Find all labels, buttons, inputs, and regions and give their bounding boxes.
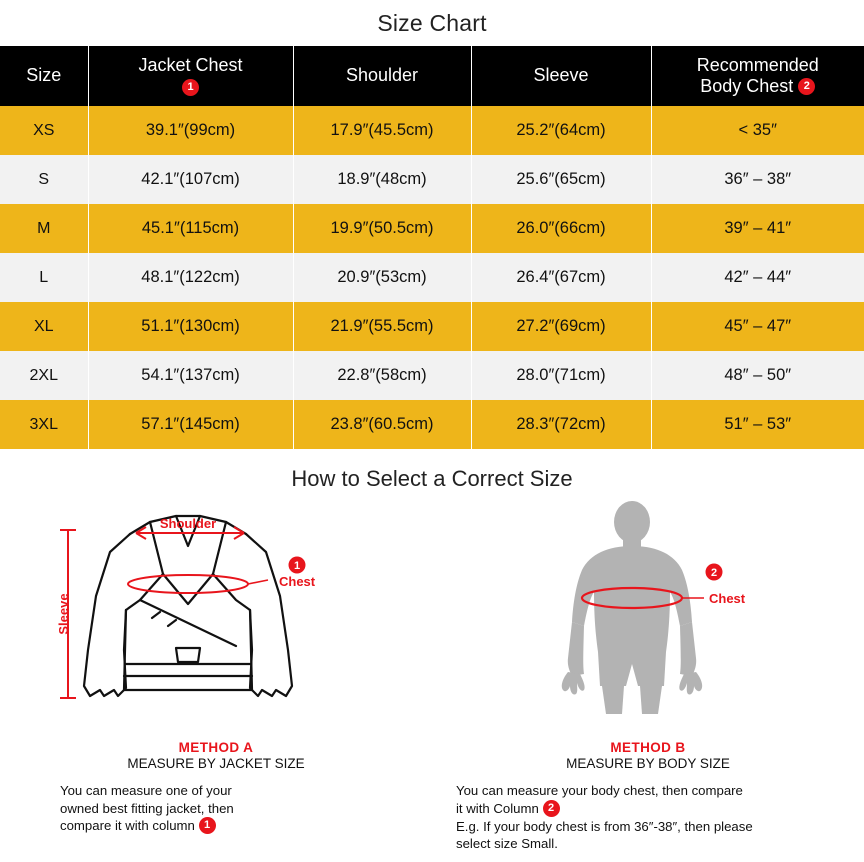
cell-size: S [0, 155, 88, 204]
method-a-desc-line1: You can measure one of your [60, 783, 232, 798]
cell-shoulder: 23.8″(60.5cm) [293, 400, 471, 449]
svg-text:1: 1 [293, 560, 301, 572]
method-a-labels [0, 740, 432, 835]
method-a-name: METHOD A [178, 740, 254, 755]
method-a-description [60, 782, 300, 835]
method-b-desc-line4: select size Small. [456, 836, 558, 852]
cell-jacket-chest: 48.1″(122cm) [88, 253, 293, 302]
cell-body-chest: 36″ – 38″ [651, 155, 864, 204]
cell-shoulder: 20.9″(53cm) [293, 253, 471, 302]
column-header-jacket-chest: Jacket Chest 1 [88, 46, 293, 106]
method-b-desc-line2: it with Column [456, 800, 539, 816]
badge-2-icon: 2 [543, 800, 560, 817]
table-row [0, 400, 864, 449]
cell-size: XS [0, 106, 88, 155]
table-header-row [0, 46, 864, 106]
cell-jacket-chest: 42.1″(107cm) [88, 155, 293, 204]
table-row [0, 351, 864, 400]
method-b-description [456, 782, 826, 853]
method-b-name: METHOD B [610, 740, 686, 755]
cell-jacket-chest: 54.1″(137cm) [88, 351, 293, 400]
svg-text:Chest: Chest [279, 574, 316, 589]
method-b-desc-line1: You can measure your body chest, then compare [456, 783, 743, 798]
cell-jacket-chest: 45.1″(115cm) [88, 204, 293, 253]
cell-jacket-chest: 51.1″(130cm) [88, 302, 293, 351]
cell-sleeve: 28.3″(72cm) [471, 400, 651, 449]
svg-text:Sleeve: Sleeve [56, 593, 71, 635]
cell-body-chest: < 35″ [651, 106, 864, 155]
method-a-subtitle: MEASURE BY JACKET SIZE [127, 756, 305, 771]
jacket-diagram [0, 500, 432, 740]
method-a-desc-line3: compare it with column [60, 818, 195, 834]
badge-1-icon: 1 [182, 79, 199, 96]
badge-2-icon: 2 [798, 78, 815, 95]
svg-text:Shoulder: Shoulder [159, 516, 217, 531]
diagram-area [0, 500, 864, 852]
method-a-desc-line2: owned best fitting jacket, then [60, 800, 234, 816]
cell-jacket-chest: 39.1″(99cm) [88, 106, 293, 155]
table-row [0, 155, 864, 204]
cell-size: 2XL [0, 351, 88, 400]
column-header-shoulder: Shoulder [293, 46, 471, 106]
svg-text:Chest: Chest [709, 591, 746, 606]
cell-sleeve: 26.0″(66cm) [471, 204, 651, 253]
cell-body-chest: 51″ – 53″ [651, 400, 864, 449]
cell-shoulder: 19.9″(50.5cm) [293, 204, 471, 253]
cell-shoulder: 18.9″(48cm) [293, 155, 471, 204]
page-title: Size Chart [377, 10, 487, 36]
method-b-desc-line3: E.g. If your body chest is from 36″-38″, then please [456, 818, 753, 834]
cell-sleeve: 28.0″(71cm) [471, 351, 651, 400]
table-row [0, 106, 864, 155]
column-header-sleeve: Sleeve [471, 46, 651, 106]
svg-text:2: 2 [710, 567, 718, 579]
cell-sleeve: 27.2″(69cm) [471, 302, 651, 351]
table-row [0, 204, 864, 253]
table-row [0, 253, 864, 302]
body-diagram [432, 500, 864, 740]
cell-body-chest: 39″ – 41″ [651, 204, 864, 253]
cell-shoulder: 21.9″(55.5cm) [293, 302, 471, 351]
cell-sleeve: 25.6″(65cm) [471, 155, 651, 204]
table-row [0, 302, 864, 351]
guide-title: How to Select a Correct Size [291, 466, 573, 491]
cell-sleeve: 26.4″(67cm) [471, 253, 651, 302]
cell-sleeve: 25.2″(64cm) [471, 106, 651, 155]
cell-shoulder: 17.9″(45.5cm) [293, 106, 471, 155]
column-header-size: Size [0, 46, 88, 106]
size-chart-table [0, 46, 864, 449]
cell-body-chest: 42″ – 44″ [651, 253, 864, 302]
cell-jacket-chest: 57.1″(145cm) [88, 400, 293, 449]
cell-body-chest: 48″ – 50″ [651, 351, 864, 400]
method-b-subtitle: MEASURE BY BODY SIZE [566, 756, 730, 771]
cell-size: M [0, 204, 88, 253]
cell-size: 3XL [0, 400, 88, 449]
cell-size: L [0, 253, 88, 302]
cell-size: XL [0, 302, 88, 351]
cell-shoulder: 22.8″(58cm) [293, 351, 471, 400]
column-header-body-chest: Recommended Body Chest 2 [651, 46, 864, 106]
badge-1-icon: 1 [199, 817, 216, 834]
cell-body-chest: 45″ – 47″ [651, 302, 864, 351]
method-b-labels [432, 740, 864, 853]
